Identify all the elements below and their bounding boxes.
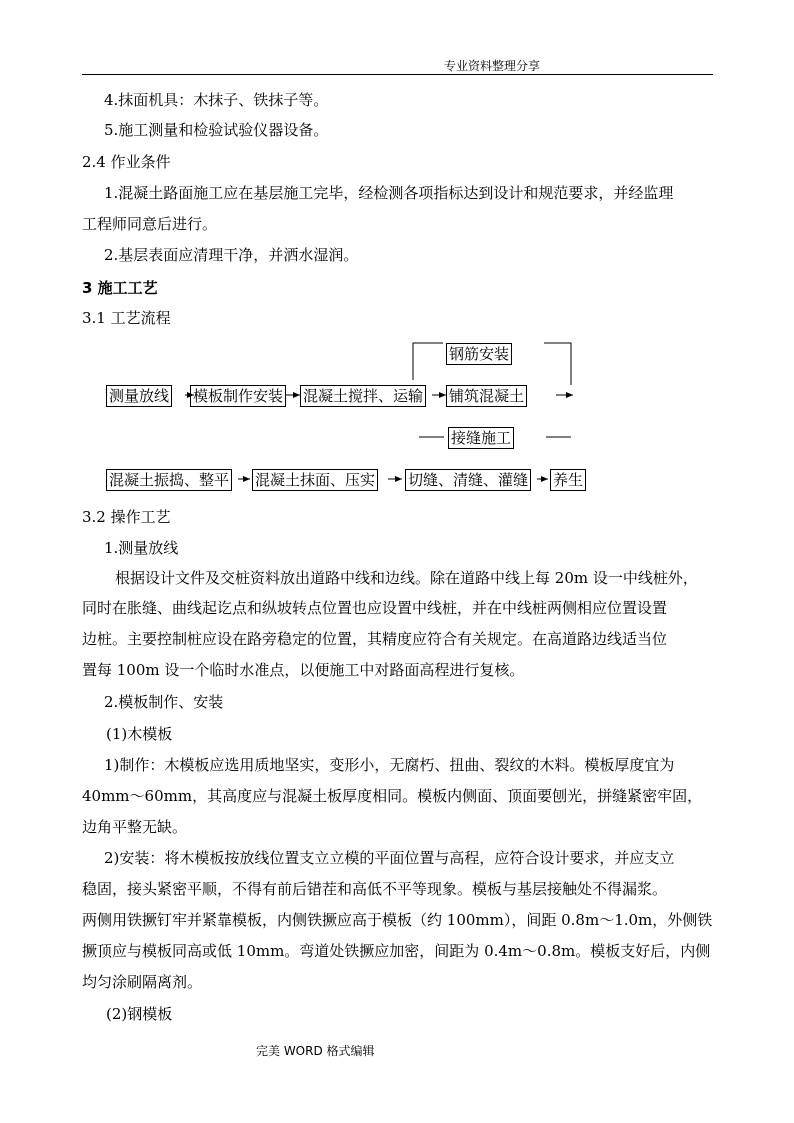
- op2-install-line-5: 均匀涂刷隔离剂。: [82, 973, 203, 991]
- op2-sub1: (1)木模板: [106, 725, 173, 743]
- op1-line-4: 置每 100m 设一个临时水准点，以便施工中对路面高程进行复核。: [82, 661, 525, 679]
- equipment-item-4: 4.抹面机具：木抹子、铁抹子等。: [104, 91, 329, 109]
- flow-box-cut: 切缝、清缝、灌缝: [405, 469, 531, 491]
- section-3-1-title: 3.1 工艺流程: [82, 309, 171, 327]
- flow-box-survey: 测量放线: [106, 385, 172, 407]
- section-3-2-title: 3.2 操作工艺: [82, 508, 171, 526]
- flow-box-finish: 混凝土抹面、压实: [252, 469, 378, 491]
- condition-1-line2: 工程师同意后进行。: [82, 215, 218, 233]
- op2-install-line-1: 2)安装：将木模板按放线位置支立立模的平面位置与高程，应符合设计要求，并应支立: [104, 849, 675, 867]
- op2-make-line-2: 40mm～60mm，其高度应与混凝土板厚度相同。模板内侧面、顶面要刨光，拼缝紧密牢固，: [82, 787, 703, 805]
- section-2-4-title: 2.4 作业条件: [82, 153, 171, 171]
- op2-install-line-4: 撅顶应与模板同高或低 10mm。弯道处铁撅应加密，间距为 0.4m～0.8m。模板支好后，内侧: [82, 942, 711, 960]
- section-3-title: 3 施工工艺: [82, 279, 158, 297]
- condition-1-line1: 1.混凝土路面施工应在基层施工完毕，经检测各项指标达到设计和规范要求，并经监理: [104, 184, 674, 202]
- op2-title: 2.模板制作、安装: [104, 693, 224, 711]
- op2-sub2: (2)钢模板: [106, 1005, 173, 1023]
- flow-box-mixing: 混凝土搅拌、运输: [300, 385, 426, 407]
- flow-box-rebar: 钢筋安装: [446, 343, 512, 365]
- op1-title: 1.测量放线: [104, 539, 179, 557]
- page-footer: 完美 WORD 格式编辑: [256, 1044, 375, 1058]
- flow-box-paving: 铺筑混凝土: [446, 385, 527, 407]
- flow-box-joint: 接缝施工: [448, 427, 514, 449]
- flow-box-formwork: 模板制作安装: [190, 385, 286, 407]
- condition-2: 2.基层表面应清理干净，并洒水湿润。: [104, 246, 359, 264]
- page-header: 专业资料整理分享: [444, 59, 541, 73]
- flow-box-vibrate: 混凝土振捣、整平: [106, 469, 232, 491]
- equipment-item-5: 5.施工测量和检验试验仪器设备。: [104, 121, 329, 139]
- op2-install-line-2: 稳固，接头紧密平顺，不得有前后错茬和高低不平等现象。模板与基层接触处不得漏浆。: [82, 880, 668, 898]
- flow-box-cure: 养生: [550, 469, 586, 491]
- op2-install-line-3: 两侧用铁撅钉牢并紧靠模板，内侧铁撅应高于模板（约 100mm），间距 0.8m～1.0m，外侧铁: [82, 911, 713, 929]
- op1-line-2: 同时在胀缝、曲线起讫点和纵坡转点位置也应设置中线桩，并在中线桩两侧相应位置设置: [82, 599, 668, 617]
- op2-make-line-3: 边角平整无缺。: [82, 818, 188, 836]
- op1-line-3: 边桩。主要控制桩应设在路旁稳定的位置，其精度应符合有关规定。在高道路边线适当位: [82, 630, 668, 648]
- op1-line-1: 根据设计文件及交桩资料放出道路中线和边线。除在道路中线上每 20m 设一中线桩外，: [115, 569, 698, 587]
- op2-make-line-1: 1)制作：木模板应选用质地坚实，变形小，无腐朽、扭曲、裂纹的木料。模板厚度宜为: [104, 756, 675, 774]
